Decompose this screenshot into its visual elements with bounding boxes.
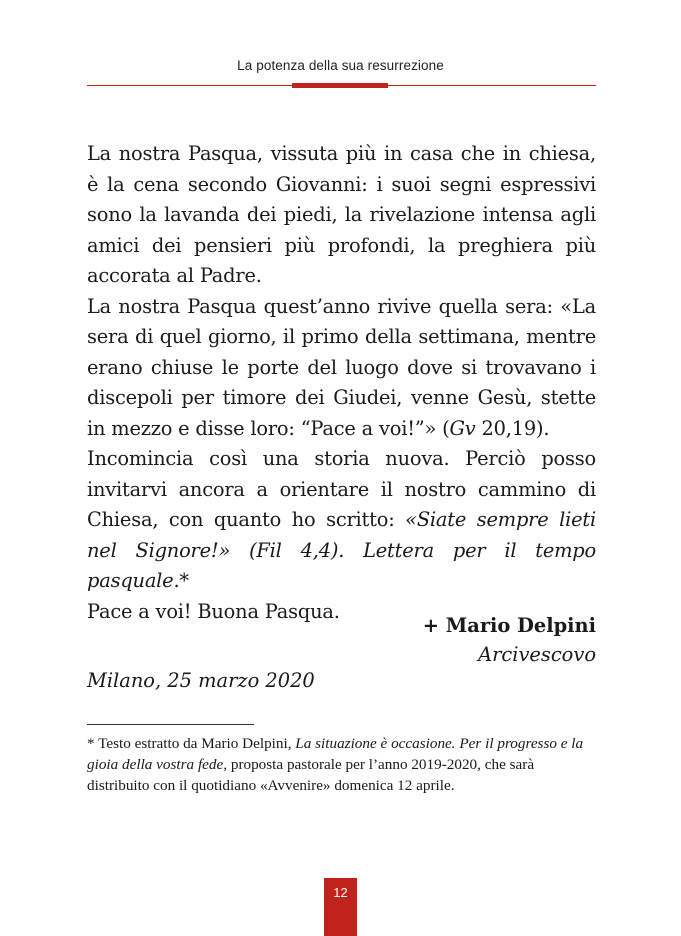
body-text — [87, 139, 596, 627]
paragraph-3 — [87, 444, 596, 597]
running-head: La potenza della sua resurrezione — [237, 58, 444, 73]
paragraph-4: Pace a voi! Buona Pasqua. — [87, 599, 340, 623]
page-number: 12 — [333, 885, 348, 900]
footnote-text-1: * Testo estratto da Mario Delpini, — [87, 735, 296, 752]
verse-reference: 20,19). — [475, 416, 550, 440]
signature-title: Arcivescovo — [478, 643, 596, 666]
footnote-book-title: La situazione è occasione. Per il progresso e la gioia della vostra fede, — [87, 735, 584, 773]
paragraph-2-text: La nostra Pasqua quest’anno rivive quella sera: «La sera di quel giorno, il primo della settimana, mentre erano chiuse le porte del luogo dove si trovavano i discepoli per timore dei Giudei, venne Gesù, stette in mezzo e disse loro: “Pace a voi!”» ( — [87, 294, 596, 440]
signature — [423, 611, 596, 669]
paragraph-2 — [87, 292, 596, 445]
header-rule-accent — [292, 83, 388, 88]
paragraph-3-text: Incomincia così una storia nuova. Perciò posso invitarvi ancora a orientare il nostro cammino di Chiesa, con quanto ho scritto: — [87, 447, 596, 531]
gospel-reference: Gv — [449, 416, 476, 440]
footnote-text-2: proposta pastorale per l’anno 2019-2020, che sarà distribuito con il quotidiano «Avvenire» domenica 12 aprile. — [87, 756, 535, 794]
place-date: Milano, 25 marzo 2020 — [87, 669, 315, 692]
footnote-rule — [87, 724, 254, 725]
footnote-mark: .* — [173, 569, 189, 592]
paragraph-1: La nostra Pasqua, vissuta più in casa che in chiesa, è la cena secondo Giovanni: i suoi segni espressivi sono la lavanda dei piedi, la rivelazione intensa agli amici dei pensieri più profondi, la preghiera più accorata al Padre. — [87, 142, 596, 287]
signature-name: + Mario Delpini — [422, 614, 596, 637]
letter-quote: «Siate sempre lieti nel Signore!» (Fil 4,4). Lettera per il tempo pasquale — [87, 508, 596, 592]
footnote — [87, 733, 597, 796]
